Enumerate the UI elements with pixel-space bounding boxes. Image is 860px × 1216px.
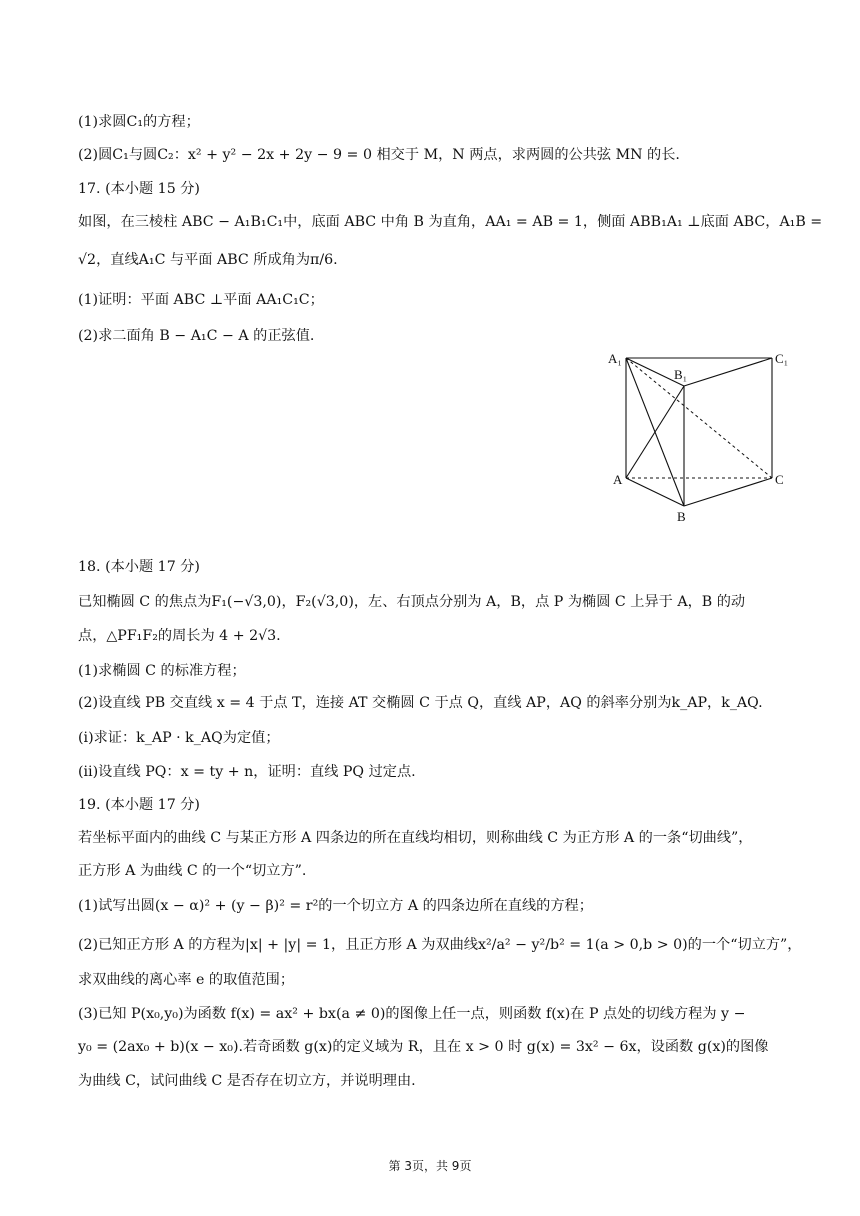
text-line: (2)设直线 PB 交直线 x = 4 于点 T，连接 AT 交椭圆 C 于点 Q，直线 AP，AQ 的斜率分别为k_AP，k_AQ.: [78, 695, 763, 711]
label-a1: A₁: [608, 351, 622, 366]
problem-17-heading: 17. (本小题 15 分): [78, 181, 200, 197]
text-line: y₀ = (2ax₀ + b)(x − x₀).若奇函数 g(x)的定义域为 R，且在 x > 0 时 g(x) = 3x² − 6x，设函数 g(x)的图像: [78, 1039, 769, 1055]
text-line: (3)已知 P(x₀,y₀)为函数 f(x) = ax² + bx(a ≠ 0)的图像上任一点，则函数 f(x)在 P 点处的切线方程为 y −: [78, 1006, 746, 1022]
text-line: (1)求椭圆 C 的标准方程；: [78, 663, 246, 679]
text-line: (1)求圆C₁的方程；: [78, 114, 200, 130]
text-line: (ⅱ)设直线 PQ：x = ty + n，证明：直线 PQ 过定点.: [78, 764, 416, 780]
label-b: B: [677, 509, 686, 524]
text-line: (2)求二面角 B − A₁C − A 的正弦值.: [78, 328, 315, 344]
text-line: 如图，在三棱柱 ABC − A₁B₁C₁中，底面 ABC 中角 B 为直角，AA₁ = AB = 1，侧面 ABB₁A₁ ⊥底面 ABC，A₁B =: [78, 214, 823, 230]
text-line: (1)试写出圆(x − α)² + (y − β)² = r²的一个切立方 A 的四条边所在直线的方程；: [78, 898, 593, 914]
text-line: 若坐标平面内的曲线 C 与某正方形 A 四条边的所在直线均相切，则称曲线 C 为正方形 A 的一条“切曲线”，: [78, 830, 753, 846]
page-footer: 第 3页，共 9页: [388, 1159, 472, 1173]
problem-18-heading: 18. (本小题 17 分): [78, 559, 200, 575]
text-line: √2，直线A₁C 与平面 ABC 所成角为π/6.: [78, 252, 338, 268]
problem-19-heading: 19. (本小题 17 分): [78, 797, 200, 813]
text-line: (2)已知正方形 A 的方程为|x| + |y| = 1，且正方形 A 为双曲线x²/a² − y²/b² = 1(a > 0,b > 0)的一个“切立方”，: [78, 937, 802, 953]
text-line: (2)圆C₁与圆C₂：x² + y² − 2x + 2y − 9 = 0 相交于 M，N 两点，求两圆的公共弦 MN 的长.: [78, 147, 680, 163]
label-c1: C₁: [775, 351, 789, 366]
label-b1: B₁: [674, 367, 688, 382]
text-line: 正方形 A 为曲线 C 的一个“切立方”.: [78, 863, 307, 879]
triangular-prism-figure: [604, 344, 794, 524]
text-line: (ⅰ)求证：k_AP · k_AQ为定值；: [78, 730, 280, 746]
text-line: 求双曲线的离心率 e 的取值范围；: [78, 972, 295, 988]
label-a: A: [613, 472, 623, 487]
text-line: 点，△PF₁F₂的周长为 4 + 2√3.: [78, 628, 281, 644]
text-line: 为曲线 C，试问曲线 C 是否存在切立方，并说明理由.: [78, 1073, 416, 1089]
text-line: (1)证明：平面 ABC ⊥平面 AA₁C₁C；: [78, 292, 324, 308]
label-c: C: [775, 472, 784, 487]
text-line: 已知椭圆 C 的焦点为F₁(−√3,0)，F₂(√3,0)，左、右顶点分别为 A，B，点 P 为椭圆 C 上异于 A，B 的动: [78, 594, 746, 610]
